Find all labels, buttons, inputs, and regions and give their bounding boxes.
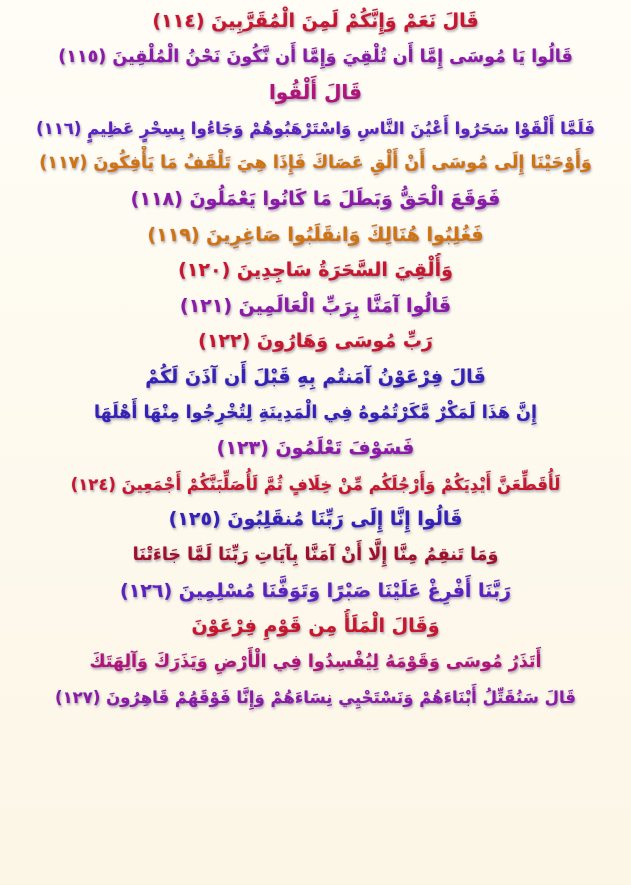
verse-line: قَالَ أَلْقُوا xyxy=(268,80,363,105)
verse-line: فَغُلِبُوا هُنَالِكَ وَانقَلَبُوا صَاغِرِينَ (١١٩) xyxy=(147,223,484,246)
verse-line: وَأُلْقِيَ السَّحَرَةُ سَاجِدِينَ (١٢٠) xyxy=(178,259,453,282)
verse-line: وَأَوْحَيْنَا إِلَى مُوسَى أَنْ أَلْقِ عَصَاكَ فَإِذَا هِيَ تَلْقَفُ مَا يَأْفِكُونَ (١١٧) xyxy=(39,153,592,174)
verse-line: وَقَالَ الْمَلَأُ مِن قَوْمِ فِرْعَوْنَ xyxy=(191,615,440,638)
verse-line: رَبِّ مُوسَى وَهَارُونَ (١٢٢) xyxy=(198,330,433,353)
verse-line: قَالُوا يَا مُوسَى إِمَّا أَن تُلْقِيَ وَإِمَّا أَن نَّكُونَ نَحْنُ الْمُلْقِينَ (١١٥) xyxy=(58,46,573,67)
verse-line: قَالَ فِرْعَوْنُ آمَنتُم بِهِ قَبْلَ أَن آذَنَ لَكُمْ xyxy=(145,365,486,388)
verse-line: قَالُوا إِنَّا إِلَى رَبِّنَا مُنقَلِبُونَ (١٢٥) xyxy=(168,508,463,531)
verse-line: رَبَّنَا أَفْرِغْ عَلَيْنَا صَبْرًا وَتَوَفَّنَا مُسْلِمِينَ (١٢٦) xyxy=(119,579,512,602)
verse-line: لَأُقَطِّعَنَّ أَيْدِيَكُمْ وَأَرْجُلَكُم مِّنْ خِلَافٍ ثُمَّ لَأُصَلِّبَنَّكُمْ أَجْمَعِينَ (١٢٤) xyxy=(70,474,561,494)
verse-line: فَلَمَّا أَلْقَوْا سَحَرُوا أَعْيُنَ النَّاسِ وَاسْتَرْهَبُوهُمْ وَجَاءُوا بِسِحْرٍ عَظِيمٍ (١١٦) xyxy=(36,118,595,138)
verse-line: قَالُوا آمَنَّا بِرَبِّ الْعَالَمِينَ (١٢١) xyxy=(179,294,452,317)
verse-line: قَالَ نَعَمْ وَإِنَّكُمْ لَمِنَ الْمُقَرَّبِينَ (١١٤) xyxy=(152,10,479,32)
verse-line: أَتَذَرُ مُوسَى وَقَوْمَهُ لِيُفْسِدُوا فِي الْأَرْضِ وَيَذَرَكَ وَآلِهَتَكَ xyxy=(89,651,542,672)
verse-line: وَمَا تَنقِمُ مِنَّا إِلَّا أَنْ آمَنَّا بِآيَاتِ رَبِّنَا لَمَّا جَاءَتْنَا xyxy=(132,544,499,565)
verse-line: فَسَوْفَ تَعْلَمُونَ (١٢٣) xyxy=(216,437,415,460)
verse-line: فَوَقَعَ الْحَقُّ وَبَطَلَ مَا كَانُوا يَعْمَلُونَ (١١٨) xyxy=(130,187,501,210)
verse-list xyxy=(10,4,621,716)
verse-line: قَالَ سَنُقَتِّلُ أَبْنَاءَهُمْ وَنَسْتَحْيِي نِسَاءَهُمْ وَإِنَّا فَوْقَهُمْ قَاهِرُونَ (١٢٧) xyxy=(55,688,576,708)
verse-line: إِنَّ هَذَا لَمَكْرٌ مَّكَرْتُمُوهُ فِي الْمَدِينَةِ لِتُخْرِجُوا مِنْهَا أَهْلَهَا xyxy=(94,402,537,423)
